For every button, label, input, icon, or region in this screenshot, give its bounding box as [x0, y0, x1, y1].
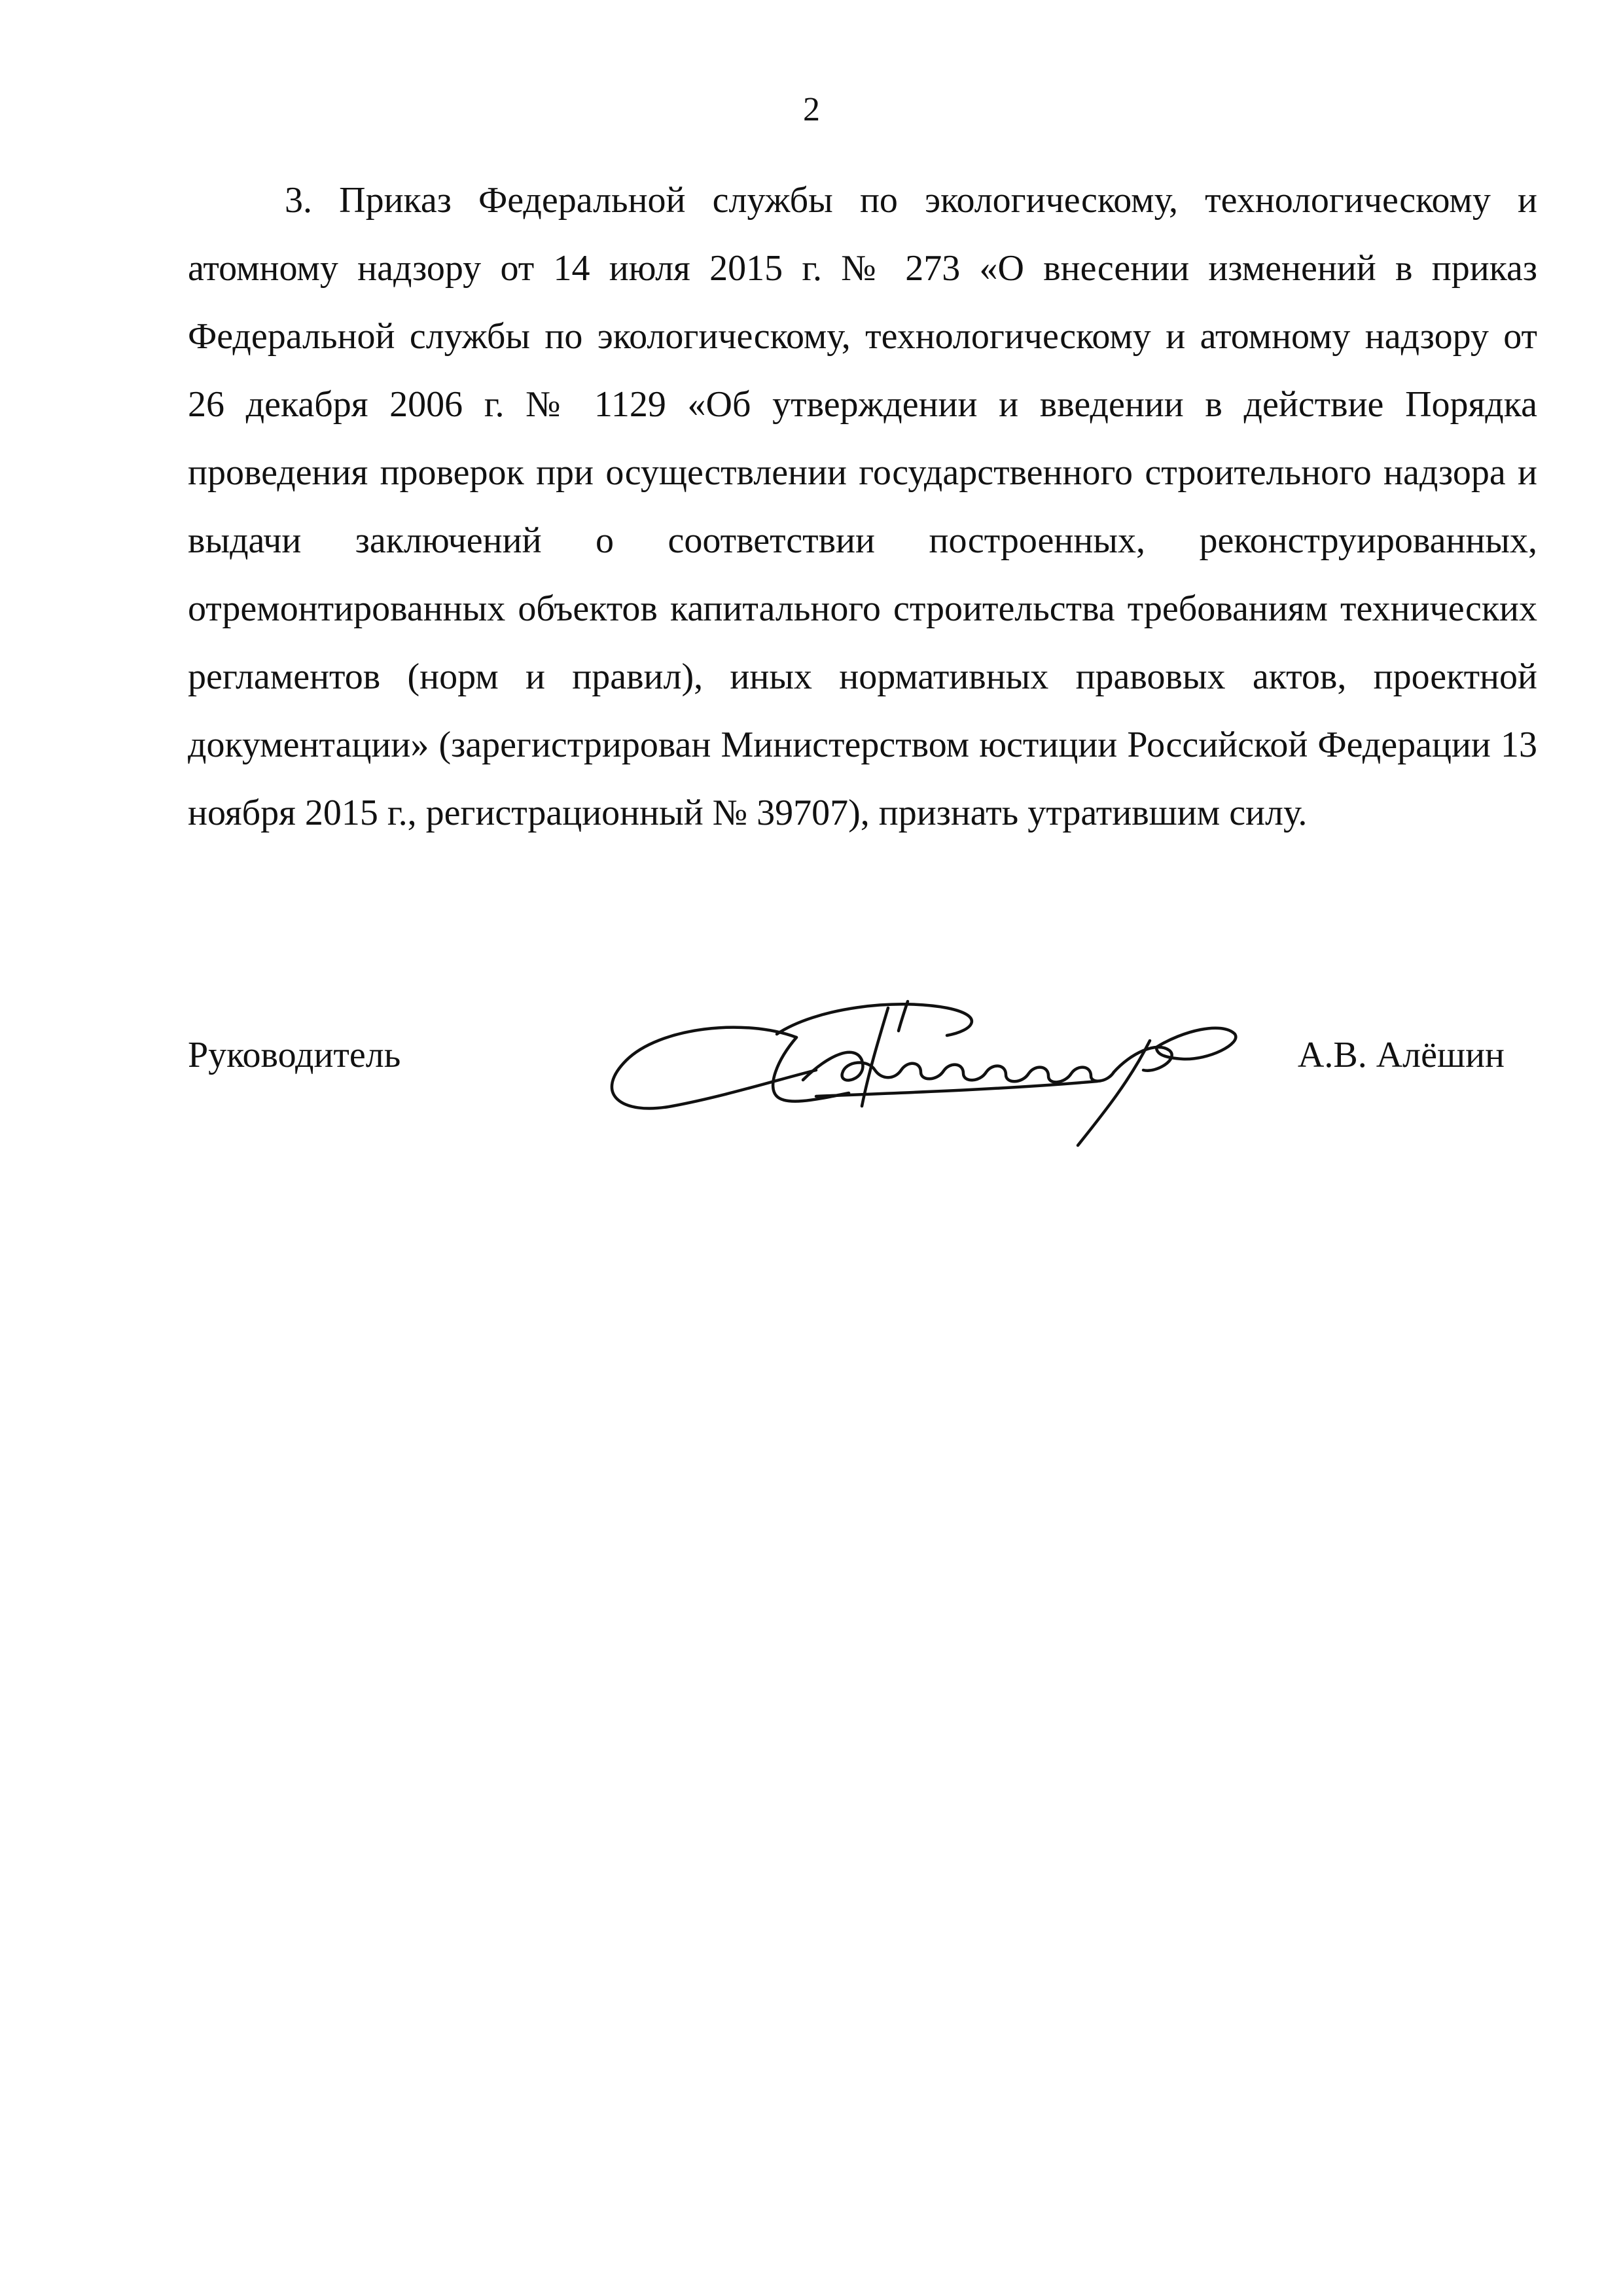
paragraph-3: 3. Приказ Федеральной службы по экологическому, технологическому и атомному надзору от 14 июля 2015 г. № 273 «О внесении изменений в приказ Федеральной службы по экологическому, технологическому и атомному надзору от 26 декабря 2006 г. № 1129 «Об утверждении и введении в действие Порядка проведения проверок при осуществлении государственного строительного надзора и выдачи заключений о соответствии построенных, реконструированных, отремонтированных объектов капитального строительства требованиям технических регламентов (норм и правил), иных нормативных правовых актов, проектной документации» (зарегистрирован Министерством юстиции Российской Федерации 13 ноября 2015 г., регистрационный № 39707), признать утратившим силу. — [188, 180, 1537, 833]
page-number: 2 — [803, 91, 820, 128]
signature-icon — [580, 982, 1300, 1152]
signer-name: А.В. Алёшин — [1297, 1035, 1505, 1075]
signer-title: Руководитель — [188, 1035, 401, 1075]
signature-block — [188, 982, 1537, 1152]
